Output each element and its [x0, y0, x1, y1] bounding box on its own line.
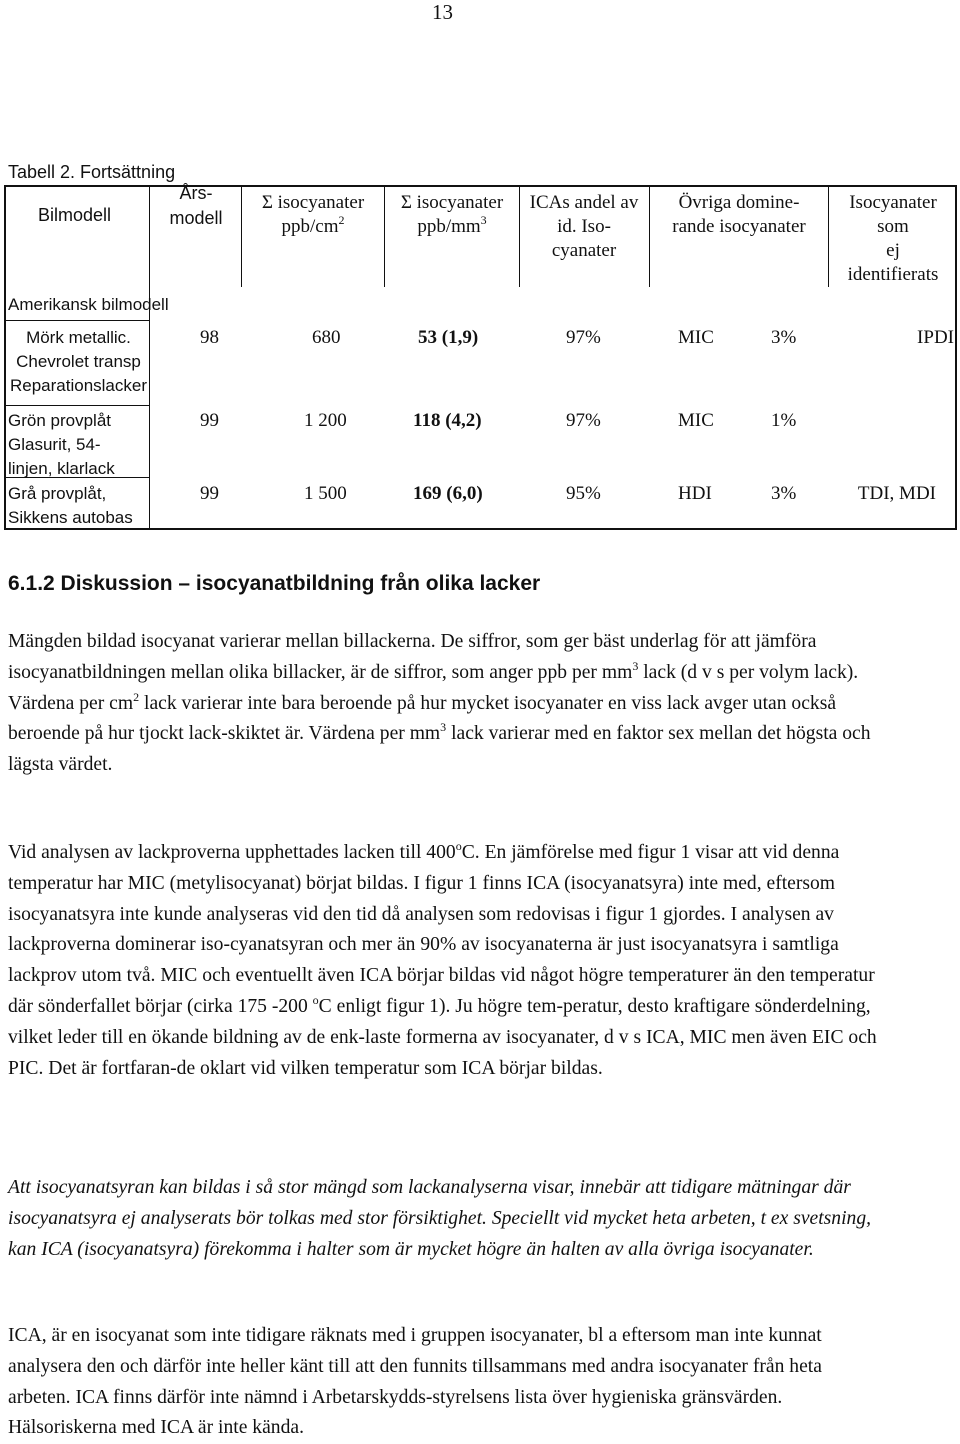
row-label-line: Glasurit, 54-: [8, 435, 101, 454]
header-line: modell: [169, 208, 223, 228]
section-label: Amerikansk bilmodell: [8, 295, 169, 314]
header-bilmodell: Bilmodell: [38, 205, 112, 225]
cell-unidentified: TDI, MDI: [857, 483, 936, 504]
header-ovriga: [654, 191, 824, 239]
header-sum-cm2: [251, 191, 375, 239]
isocyanate-table: [4, 185, 957, 530]
header-line: ICAs andel av: [529, 192, 639, 213]
paragraph-text: Vid analysen av lackproverna upphettades lacken till 400: [8, 842, 456, 863]
cell-year: 98: [200, 327, 219, 348]
table-rule: [519, 187, 520, 287]
paragraph-text: lack varierar inte bara beroende på hur mycket isocyanater en viss lack avger utan också beroende på hur tjockt lack-skiktet är. Värdena per mm: [8, 692, 837, 745]
row-label-line: Sikkens autobas: [8, 508, 133, 527]
cell-per-cm2: 1 500: [304, 483, 347, 504]
cell-year: 99: [200, 483, 219, 504]
paragraph: [8, 838, 878, 1084]
table-rule: [6, 320, 149, 321]
superscript: 2: [133, 689, 140, 704]
cell-ica-share: 95%: [566, 483, 601, 504]
unit-exponent: 2: [338, 213, 345, 227]
header-icas: [522, 191, 646, 263]
section-heading: 6.1.2 Diskussion – isocyanatbildning från olika lacker: [8, 572, 541, 595]
unit-text: ppb/mm: [417, 216, 481, 237]
superscript: 3: [632, 658, 639, 673]
cell-per-mm3: 169 (6,0): [413, 483, 483, 504]
header-line: rande isocyanater: [672, 216, 806, 237]
superscript: o: [455, 839, 462, 853]
header-sum-mm3: [390, 191, 514, 239]
row-label-line: Reparationslacker: [9, 376, 147, 395]
row-label-line: linjen, klarlack: [8, 459, 115, 478]
cell-dominant: MIC: [678, 410, 714, 431]
header-line: Övriga domine-: [678, 192, 800, 213]
paragraph: ICA, är en isocyanat som inte tidigare räknats med i gruppen isocyanater, bl a eftersom man inte kunnat analysera den och därför inte heller känt till att den funnits tillsammans med andra isocyanater från heta arbeten. ICA finns därför inte nämnd i Arbetarskydds-styrelsens lista över hygieniska gränsvärden. Hälsoriskerna med ICA är inte kända.: [8, 1325, 822, 1439]
header-line: [390, 215, 514, 239]
row-label-line: Grön provplåt: [8, 411, 111, 430]
row-label-line: Grå provplåt,: [8, 484, 107, 503]
table-rule: [149, 187, 150, 287]
row-label-line: Chevrolet transp: [16, 352, 141, 371]
paragraph-text: Mängden bildad isocyanat varierar mellan billackerna. De siffror, som ger bäst underlag för att jämföra isocyanatbildningen mellan olika billacker, är de siffror, som anger ppb per mm: [8, 631, 817, 683]
header-line: Σ isocyanater: [261, 192, 365, 213]
header-line: Års-: [179, 183, 213, 203]
header-line: ej: [886, 240, 900, 261]
table-rule: [241, 187, 242, 287]
table-rule: [6, 405, 149, 406]
cell-dominant: HDI: [678, 483, 712, 504]
paragraph: [8, 627, 878, 781]
table-rule: [828, 187, 829, 287]
header-line: cyanater: [551, 240, 617, 261]
header-arsmodell: [166, 181, 226, 231]
cell-ica-share: 97%: [566, 410, 601, 431]
cell-per-cm2: 1 200: [304, 410, 347, 431]
unit-exponent: 3: [480, 213, 487, 227]
table-caption: Tabell 2. Fortsättning: [8, 162, 176, 182]
header-line: identifierats: [847, 264, 939, 285]
header-line: som: [877, 216, 909, 237]
page-number: 13: [432, 0, 453, 24]
paragraph-italic: Att isocyanatsyran kan bildas i så stor mängd som lackanalyserna visar, innebär att tidigare mätningar där isocyanatsyra ej analyserats bör tolkas med stor försiktighet. Speciellt vid mycket heta arbeten, t ex svetsning, kan ICA (isocyanatsyra) förekomma i halter som är mycket högre än halten av alla övriga isocyanater.: [8, 1177, 872, 1260]
cell-year: 99: [200, 410, 219, 431]
table-rule: [384, 187, 385, 287]
cell-dominant-share: 3%: [771, 327, 797, 348]
header-ej-identifierats: [832, 191, 954, 287]
unit-text: ppb/cm: [281, 216, 339, 237]
cell-dominant-share: 1%: [771, 410, 797, 431]
superscript: 3: [440, 720, 447, 735]
cell-per-mm3: 118 (4,2): [413, 410, 482, 431]
cell-dominant-share: 3%: [771, 483, 797, 504]
cell-dominant: MIC: [678, 327, 714, 348]
header-line: Isocyanater: [849, 192, 937, 213]
superscript: o: [312, 992, 319, 1007]
table-rule: [649, 187, 650, 287]
cell-per-mm3: 53 (1,9): [418, 327, 479, 348]
row-label: [8, 326, 149, 398]
cell-per-cm2: 680: [312, 327, 341, 348]
cell-ica-share: 97%: [566, 327, 601, 348]
paragraph-text: C. En jämförelse med figur 1 visar att vid denna temperatur har MIC (metylisocyanat) börjat bildas. I figur 1 finns ICA (isocyanatsyra) inte med, eftersom isocyanatsyra inte kunde analyseras vid den tid då analysen som redovisas i figur 1 gjordes. I analysen av lackproverna dominerar iso-cyanatsyran och mer än 90% av isocyanaterna är just isocyanatsyra i samtliga lackprov utom två. MIC och eventuellt även ICA börjar bildas vid något högre temperaturer än den temperatur där sönderfallet börjar (cirka 175 -200: [8, 842, 875, 1017]
row-label: [8, 409, 149, 481]
header-line: id. Iso-: [557, 216, 611, 237]
paragraph-text: lack varierar med en faktor sex mellan det högsta och lägsta värdet.: [8, 723, 871, 776]
row-label: [8, 482, 149, 530]
header-line: [251, 215, 375, 239]
header-line: Σ isocyanater: [400, 192, 504, 213]
paragraph-text: lack (d v s per volym lack). Värdena per cm: [8, 661, 859, 714]
cell-unidentified: IPDI: [917, 327, 954, 348]
row-label-line: Mörk metallic.: [26, 328, 131, 347]
paragraph-text: C enligt figur 1). Ju högre tem-peratur, desto kraftigare sönderdelning, vilket leder till en ökande bildning av de enk-laste formerna av isocyanater, d v s ICA, MIC men även EIC och PIC. Det är fortfaran-de oklart vid vilken temperatur som ICA börjar bildas.: [8, 995, 877, 1079]
